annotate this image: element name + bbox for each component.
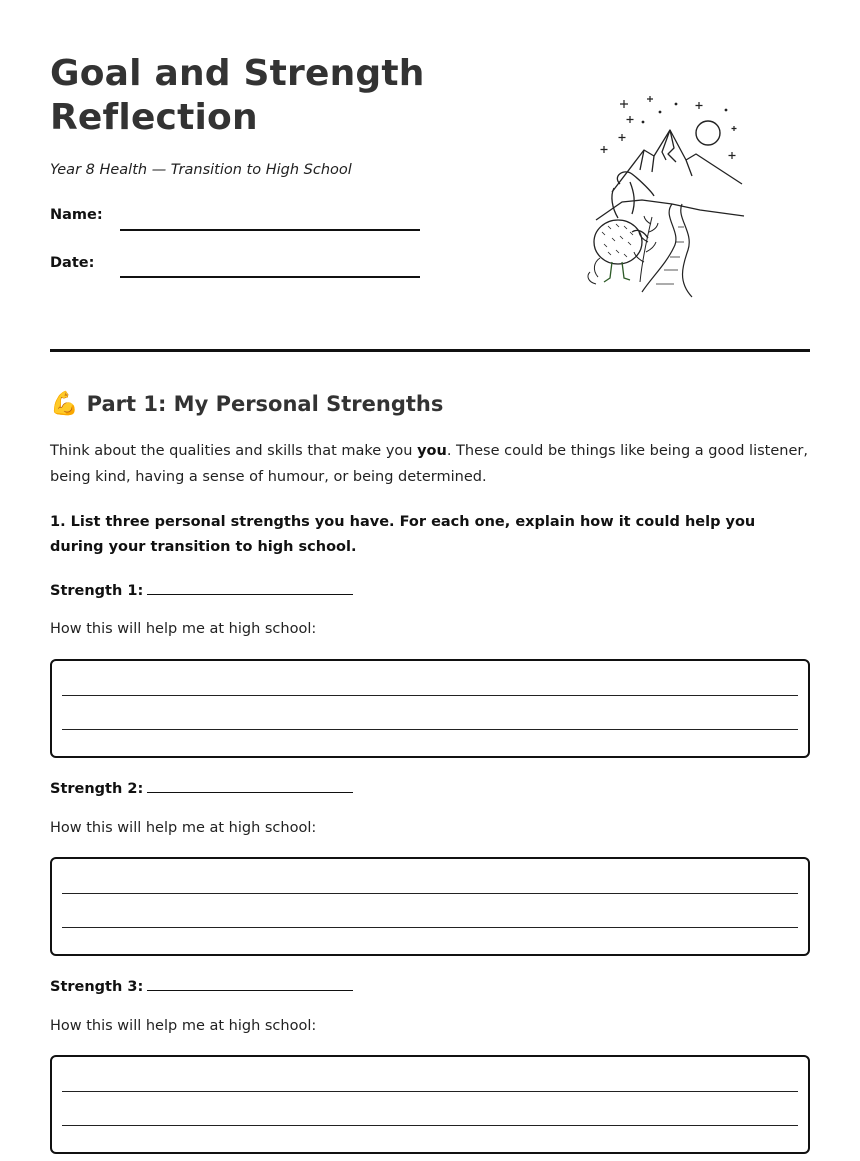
date-field[interactable] <box>120 276 420 278</box>
part1-intro <box>50 438 810 490</box>
date-label: Date: <box>50 255 95 271</box>
strength-1-row <box>50 580 353 599</box>
answer-line <box>62 1125 798 1126</box>
strength-2-row <box>50 778 353 797</box>
answer-line <box>62 729 798 730</box>
kiwi-bird-icon <box>594 172 654 282</box>
answer-line <box>62 927 798 928</box>
answer-line <box>62 1091 798 1092</box>
stars-icon <box>601 96 737 159</box>
strength-1-help-label: How this will help me at high school: <box>50 621 317 637</box>
section-divider <box>50 349 810 352</box>
question-1: 1. List three personal strengths you have. For each one, explain how it could help you during your transition to high school. <box>50 514 756 555</box>
strength-1-label: Strength 1: <box>50 583 144 599</box>
strength-3-answer-box[interactable] <box>50 1055 810 1154</box>
page-title <box>50 52 425 140</box>
title-line-2: Reflection <box>50 97 258 138</box>
moon-icon <box>696 121 720 145</box>
strength-3-help-label: How this will help me at high school: <box>50 1018 317 1034</box>
part1-heading <box>50 390 443 417</box>
strength-1-answer-box[interactable] <box>50 659 810 758</box>
flexed-bicep-icon: 💪 <box>50 391 79 417</box>
answer-line <box>62 893 798 894</box>
answer-line <box>62 695 798 696</box>
name-label: Name: <box>50 207 103 223</box>
kiwi-mountain-illustration <box>582 92 752 302</box>
strength-1-field[interactable] <box>147 580 353 595</box>
intro-text-1: Think about the qualities and skills that make you <box>50 443 418 459</box>
strength-2-field[interactable] <box>147 778 353 793</box>
part1-title: Part 1: My Personal Strengths <box>86 391 444 416</box>
intro-text-2: . These could be things like being a good listener, being kind, having a sense of humour, or being determined. <box>50 443 808 485</box>
strength-3-label: Strength 3: <box>50 979 144 995</box>
strength-2-answer-box[interactable] <box>50 857 810 956</box>
strength-2-help-label: How this will help me at high school: <box>50 820 317 836</box>
name-field[interactable] <box>120 229 420 231</box>
intro-emphasis: you <box>417 443 447 459</box>
strength-3-field[interactable] <box>147 976 353 991</box>
title-line-1: Goal and Strength <box>50 53 425 94</box>
subtitle: Year 8 Health — Transition to High School <box>50 162 352 178</box>
strength-3-row <box>50 976 353 995</box>
strength-2-label: Strength 2: <box>50 781 144 797</box>
